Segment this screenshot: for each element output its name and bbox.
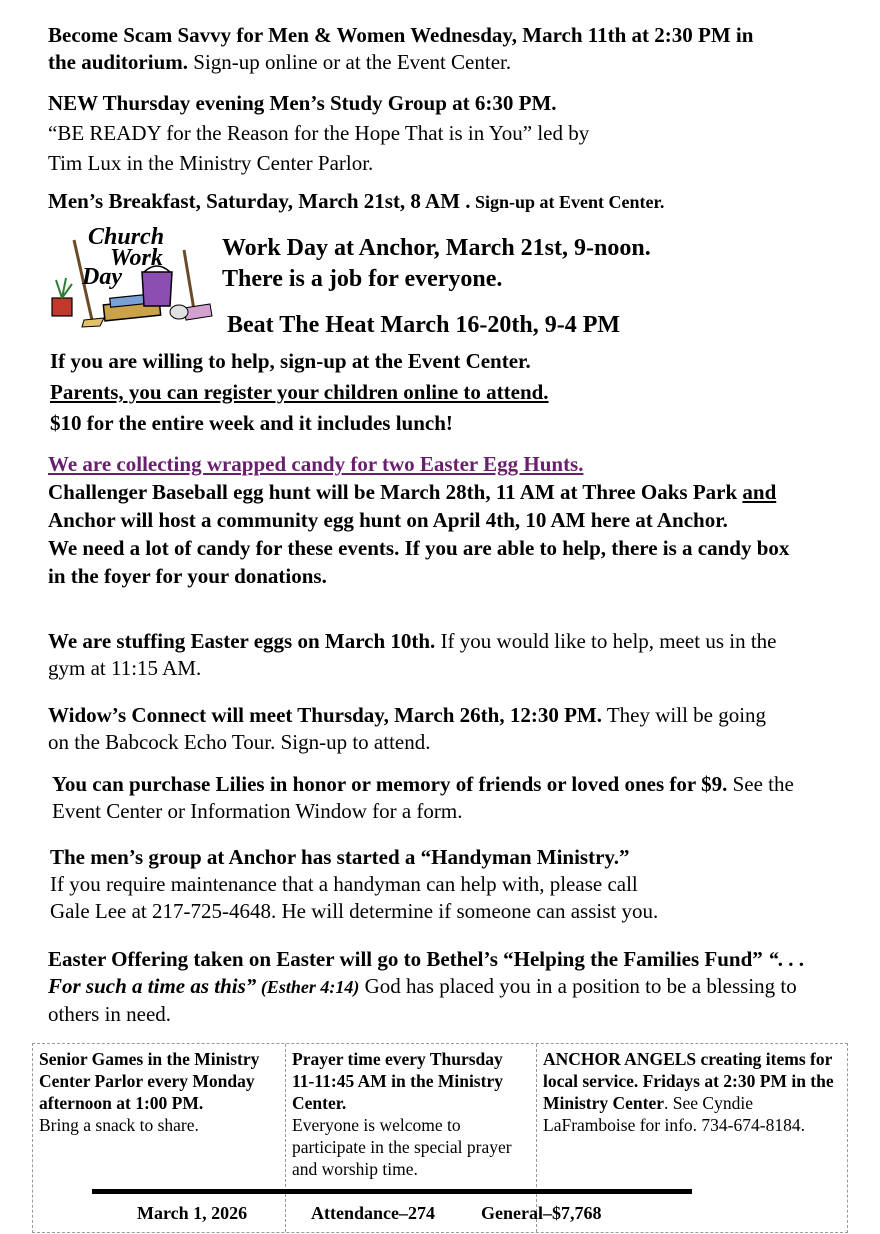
footer-date: March 1, 2026 [137, 1203, 248, 1223]
widows-connect-details: They will be going on the Babcock Echo Tour. Sign-up to attend. [48, 703, 767, 754]
egg-stuffing-heading: We are stuffing Easter eggs on March 10th. [48, 629, 436, 653]
prayer-time-column [292, 1048, 528, 1180]
easter-candy-headline: We are collecting wrapped candy for two Easter Egg Hunts. [48, 452, 584, 476]
beat-the-heat-line-2: Parents, you can register your children online to attend. [50, 380, 549, 404]
logo-text-church: Church [88, 224, 165, 250]
prayer-time-details: Everyone is welcome to participate in the special prayer and worship time. [292, 1115, 512, 1179]
work-day-notice [222, 233, 850, 295]
footer-rule [92, 1189, 692, 1194]
candy-donation-request: We need a lot of candy for these events. If you are able to help, there is a candy box in the foyer for your donations. [48, 536, 790, 588]
handyman-ministry-notice [50, 844, 850, 925]
scam-savvy-notice [48, 22, 760, 76]
anchor-angels-column [543, 1048, 839, 1136]
egg-stuffing-details: If you would like to help, meet us in the gym at 11:15 AM. [48, 629, 777, 680]
senior-games-details: Bring a snack to share. [39, 1115, 199, 1135]
box-divider-1 [285, 1044, 286, 1232]
prayer-time-heading: Prayer time every Thursday 11-11:45 AM in the Ministry Center. [292, 1049, 503, 1113]
easter-candy-notice [48, 450, 795, 590]
mens-breakfast-signup: Sign-up at Event Center. [470, 192, 665, 212]
easter-offering-heading: Easter Offering taken on Easter will go to Bethel’s “Helping the Families Fund” [48, 947, 763, 971]
mens-study-line-3: Tim Lux in the Ministry Center Parlor. [48, 151, 374, 175]
beat-the-heat-line-3: $10 for the entire week and it includes lunch! [50, 411, 453, 435]
mens-study-heading: NEW Thursday evening Men’s Study Group at 6:30 PM. [48, 91, 557, 115]
church-work-day-clipart [44, 220, 219, 332]
beat-the-heat-details [50, 346, 850, 439]
easter-offering-quote: “. . . For such a time as this” [48, 947, 805, 998]
egg-hunt-text-and: and [742, 480, 777, 504]
logo-text-work: Work [110, 245, 163, 271]
easter-offering-details: God has placed you in a position to be a blessing to others in need. [48, 974, 797, 1026]
lilies-notice [52, 771, 800, 825]
anchor-angels-details: . See Cyndie LaFramboise for info. 734-674-8184. [543, 1093, 805, 1135]
mens-breakfast-heading: Men’s Breakfast, Saturday, March 21st, 8 AM . [48, 189, 471, 213]
scam-savvy-heading: Become Scam Savvy for Men & Women Wednesday, March 11th at 2:30 PM in the auditorium. [48, 23, 754, 74]
easter-offering-notice [48, 946, 840, 1028]
beat-the-heat-title: Beat The Heat March 16-20th, 9-4 PM [227, 312, 621, 338]
senior-games-heading: Senior Games in the Ministry Center Parlor every Monday afternoon at 1:00 PM. [39, 1049, 260, 1113]
beat-the-heat-line-1: If you are willing to help, sign-up at the Event Center. [50, 349, 531, 373]
work-day-line-2: There is a job for everyone. [222, 266, 503, 292]
anchor-angels-heading: ANCHOR ANGELS creating items for local service. Fridays at 2:30 PM in the Ministry Center [543, 1049, 834, 1113]
egg-hunt-text-a: Challenger Baseball egg hunt will be March 28th, 11 AM at Three Oaks Park [48, 480, 743, 504]
lilies-details: See the Event Center or Information Window for a form. [52, 772, 794, 823]
widows-connect-heading: Widow’s Connect will meet Thursday, March 26th, 12:30 PM. [48, 703, 602, 727]
handyman-line-2: If you require maintenance that a handyman can help with, please call [50, 872, 638, 896]
footer-general: General–$7,768 [481, 1203, 602, 1223]
senior-games-column [39, 1048, 277, 1136]
egg-hunt-details [48, 478, 795, 534]
egg-stuffing-notice [48, 628, 785, 682]
work-day-line-1: Work Day at Anchor, March 21st, 9-noon. [222, 235, 651, 261]
egg-hunt-text-b: Anchor will host a community egg hunt on April 4th, 10 AM here at Anchor. [48, 508, 728, 532]
lilies-heading: You can purchase Lilies in honor or memory of friends or loved ones for $9. [52, 772, 728, 796]
easter-offering-reference: (Esther 4:14) [256, 977, 360, 997]
handyman-line-3: Gale Lee at 217-725-4648. He will determine if someone can assist you. [50, 899, 659, 923]
widows-connect-notice [48, 702, 785, 756]
footer-attendance: Attendance–274 [311, 1203, 435, 1223]
logo-text-day: Day [82, 264, 122, 290]
mens-breakfast-notice [48, 188, 850, 216]
mens-study-notice [48, 90, 850, 177]
mens-study-line-2: “BE READY for the Reason for the Hope That is in You” led by [48, 121, 590, 145]
scam-savvy-details: Sign-up online or at the Event Center. [188, 50, 512, 74]
handyman-heading: The men’s group at Anchor has started a “Handyman Ministry.” [50, 845, 630, 869]
